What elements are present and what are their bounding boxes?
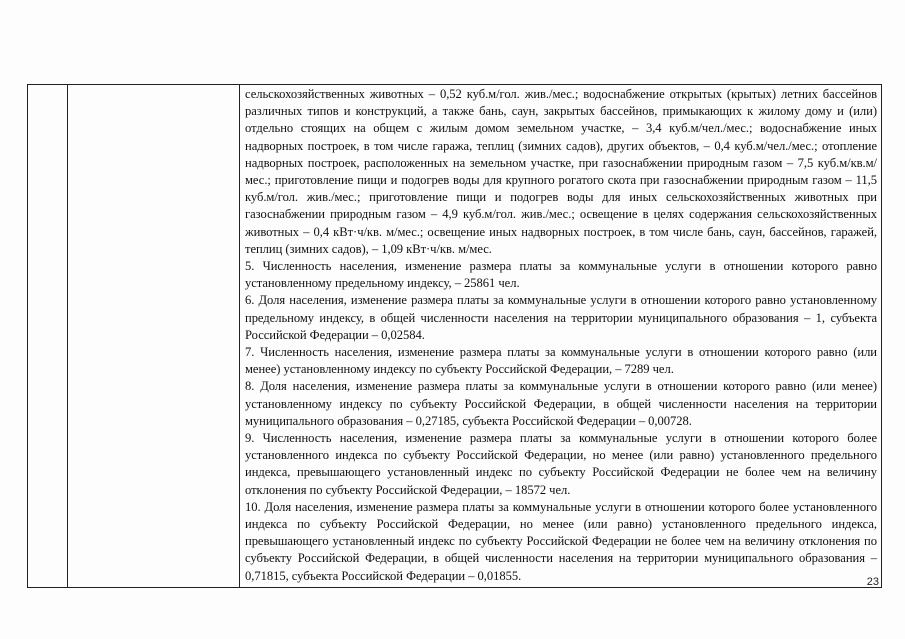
paragraph-item-5: 5. Численность населения, изменение размера платы за коммунальные услуги в отношении которого равно установленному предельному индексу, – 25861 чел. (245, 259, 877, 291)
table-cell-number (28, 85, 68, 588)
table-row (28, 85, 882, 588)
table-cell-name (68, 85, 240, 588)
paragraph-item-10: 10. Доля населения, изменение размера платы за коммунальные услуги в отношении которого более установленного индекса по субъекту Российской Федерации, но менее (или равно) установленного предельного индекса, превышающего установленный индекс по субъекту Российской Федерации не более чем на величину отклонения по субъекту Российской Федерации, в общей численности населения на территории муниципального образования – 0,71815, субъекта Российской Федерации – 0,01855. (245, 499, 877, 583)
page-number: 23 (866, 576, 879, 588)
paragraph-item-9: 9. Численность населения, изменение размера платы за коммунальные услуги в отношении которого более установленного индекса по субъекту Российской Федерации, но менее (или равно) установленного предельного индекса, превышающего установленный индекс по субъекту Российской Федерации не более чем на величину отклонения по субъекту Российской Федерации, – 18572 чел. (245, 431, 877, 497)
document-table (27, 84, 882, 588)
paragraph-norms: сельскохозяйственных животных – 0,52 куб.м/гол. жив./мес.; водоснабжение открытых (крытых) летних бассейнов различных типов и конструкций, а также бань, саун, закрытых бассейнов, примыкающих к жилому дому и (или) отдельно стоящих на общем с жилым домом земельном участке, – 3,4 куб.м/чел./мес.; водоснабжение иных надворных построек, в том числе гаража, теплиц (зимних садов), других объектов, – 0,4 куб.м/чел./мес.; отопление надворных построек, расположенных на земельном участке, при газоснабжении природным газом – 7,5 куб.м/кв.м/мес.; приготовление пищи и подогрев воды для крупного рогатого скота при газоснабжении природным газом – 11,5 куб.м/гол. жив./мес.; приготовление пищи и подогрев воды для иных сельскохозяйственных животных при газоснабжении природным газом – 4,9 куб.м/гол. жив./мес.; освещение в целях содержания сельскохозяйственных животных – 0,4 кВт·ч/кв. м/мес.; освещение иных надворных построек, в том числе бань, саун, бассейнов, гаражей, теплиц (зимних садов), – 1,09 кВт·ч/кв. м/мес. (245, 87, 877, 256)
table-cell-content (240, 85, 882, 588)
paragraph-item-6: 6. Доля населения, изменение размера платы за коммунальные услуги в отношении которого равно установленному предельному индексу, в общей численности населения на территории муниципального образования – 1, субъекта Российской Федерации – 0,02584. (245, 293, 877, 342)
paragraph-item-8: 8. Доля населения, изменение размера платы за коммунальные услуги в отношении которого равно (или менее) установленному индексу по субъекту Российской Федерации, в общей численности населения на территории муниципального образования – 0,27185, субъекта Российской Федерации – 0,00728. (245, 379, 877, 428)
paragraph-item-7: 7. Численность населения, изменение размера платы за коммунальные услуги в отношении которого равно (или менее) установленному индексу по субъекту Российской Федерации, – 7289 чел. (245, 345, 877, 377)
cell-text-block (240, 85, 881, 587)
